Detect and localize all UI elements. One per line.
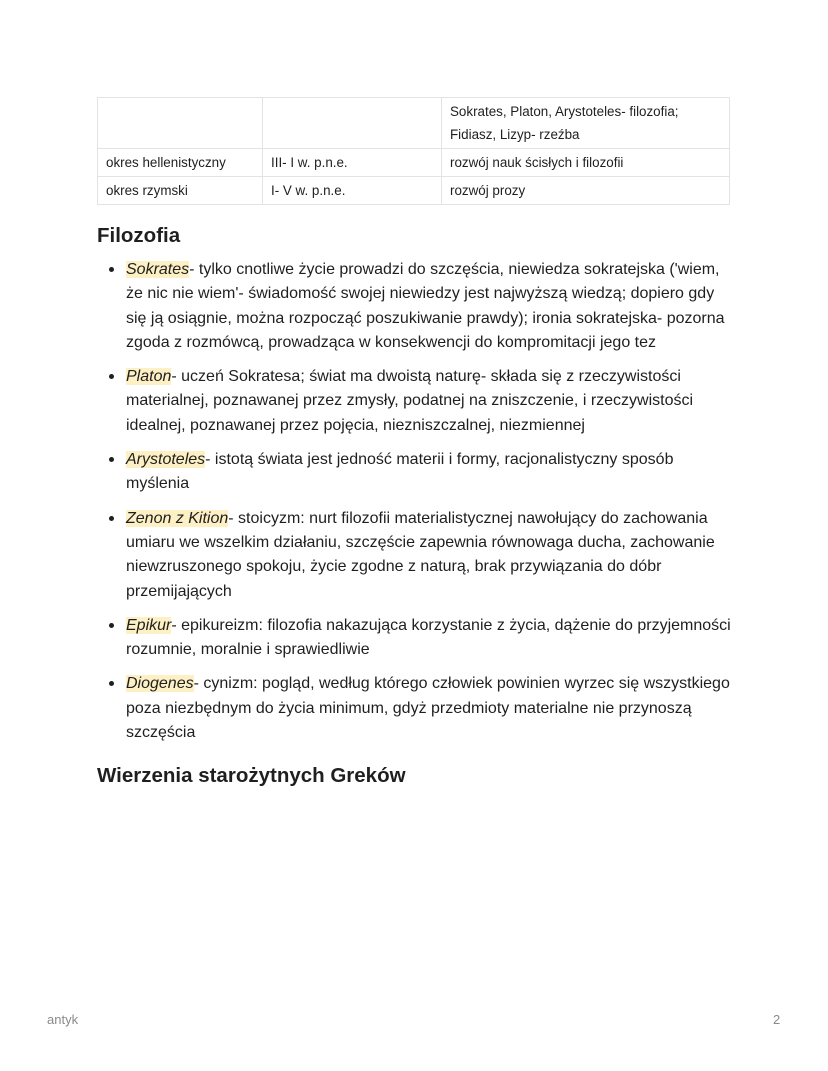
periods-table — [97, 97, 730, 205]
table-cell-line: Fidiasz, Lizyp- rzeźba — [450, 127, 580, 142]
philosopher-name: Zenon z Kition — [126, 509, 229, 527]
table-row — [98, 149, 730, 177]
table-row — [98, 177, 730, 205]
philosopher-name: Sokrates — [126, 261, 190, 278]
philosopher-description: - uczeń Sokratesa; świat ma dwoistą naturę- składa się z rzeczywistości materialnej, poznawanej przez zmysły, podatnej na zniszczenie, i rzeczywistości idealnej, poznawanej przez pojęcia, niezniszczalnej, niezmiennej — [126, 368, 694, 434]
table-row — [98, 98, 730, 149]
list-item — [97, 614, 737, 663]
table-cell-period — [98, 98, 263, 149]
philosopher-description: - stoicyzm: nurt filozofii materialistycznej nawołujący do zachowania umiaru we wszelkim działaniu, szczęście zapewnia równowaga ducha, zachowanie niewzruszonego spokoju, życie zgodne z naturą, brak przywiązania do dóbr przemijających — [126, 509, 715, 600]
list-item — [97, 365, 737, 438]
section-heading-filozofia: Filozofia — [97, 224, 181, 247]
table-cell-dates: III- I w. p.n.e. — [263, 149, 442, 177]
philosopher-description: - cynizm: pogląd, według którego człowiek powinien wyrzec się wszystkiego poza niezbędnym do życia minimum, gdyż przedmioty materialne nie przynoszą szczęścia — [126, 675, 730, 742]
table-cell-period: okres hellenistyczny — [98, 149, 263, 177]
list-item — [97, 258, 737, 355]
philosophers-list — [97, 258, 737, 755]
list-item — [97, 672, 737, 745]
philosopher-description: - epikureizm: filozofia nakazująca korzystanie z życia, dążenie do przyjemności rozumnie, moralnie i sprawiedliwie — [126, 616, 731, 659]
footer-document-title: antyk — [47, 1012, 79, 1027]
table-cell-description — [442, 98, 730, 149]
philosopher-name: Arystoteles — [126, 451, 206, 469]
philosopher-name: Epikur — [126, 616, 172, 634]
table-cell-period: okres rzymski — [98, 177, 263, 205]
philosopher-name: Platon — [126, 368, 172, 386]
philosopher-description: - tylko cnotliwe życie prowadzi do szczęścia, niewiedza sokratejska ('wiem, że nic nie wiem'- świadomość swojej niewiedzy jest najwyższą wiedzą; dopiero gdy się ją osiągnie, można rozpocząć poszukiwanie prawdy); ironia sokratejska- pozorna zgoda z rozmówcą, prowadząca w konsekwencji do kompromitacji jego tez — [126, 261, 725, 351]
table-cell-description: rozwój prozy — [442, 177, 730, 205]
list-item — [97, 507, 737, 604]
table-cell-dates: I- V w. p.n.e. — [263, 177, 442, 205]
list-item — [97, 448, 737, 497]
table-cell-line: Sokrates, Platon, Arystoteles- filozofia; — [450, 104, 679, 119]
philosopher-description: - istotą świata jest jedność materii i formy, racjonalistyczny sposób myślenia — [126, 451, 674, 493]
philosopher-name: Diogenes — [126, 675, 194, 693]
table-cell-dates — [263, 98, 442, 149]
section-heading-wierzenia: Wierzenia starożytnych Greków — [97, 764, 406, 787]
table-cell-description: rozwój nauk ścisłych i filozofii — [442, 149, 730, 177]
footer-page-number: 2 — [773, 1012, 781, 1027]
